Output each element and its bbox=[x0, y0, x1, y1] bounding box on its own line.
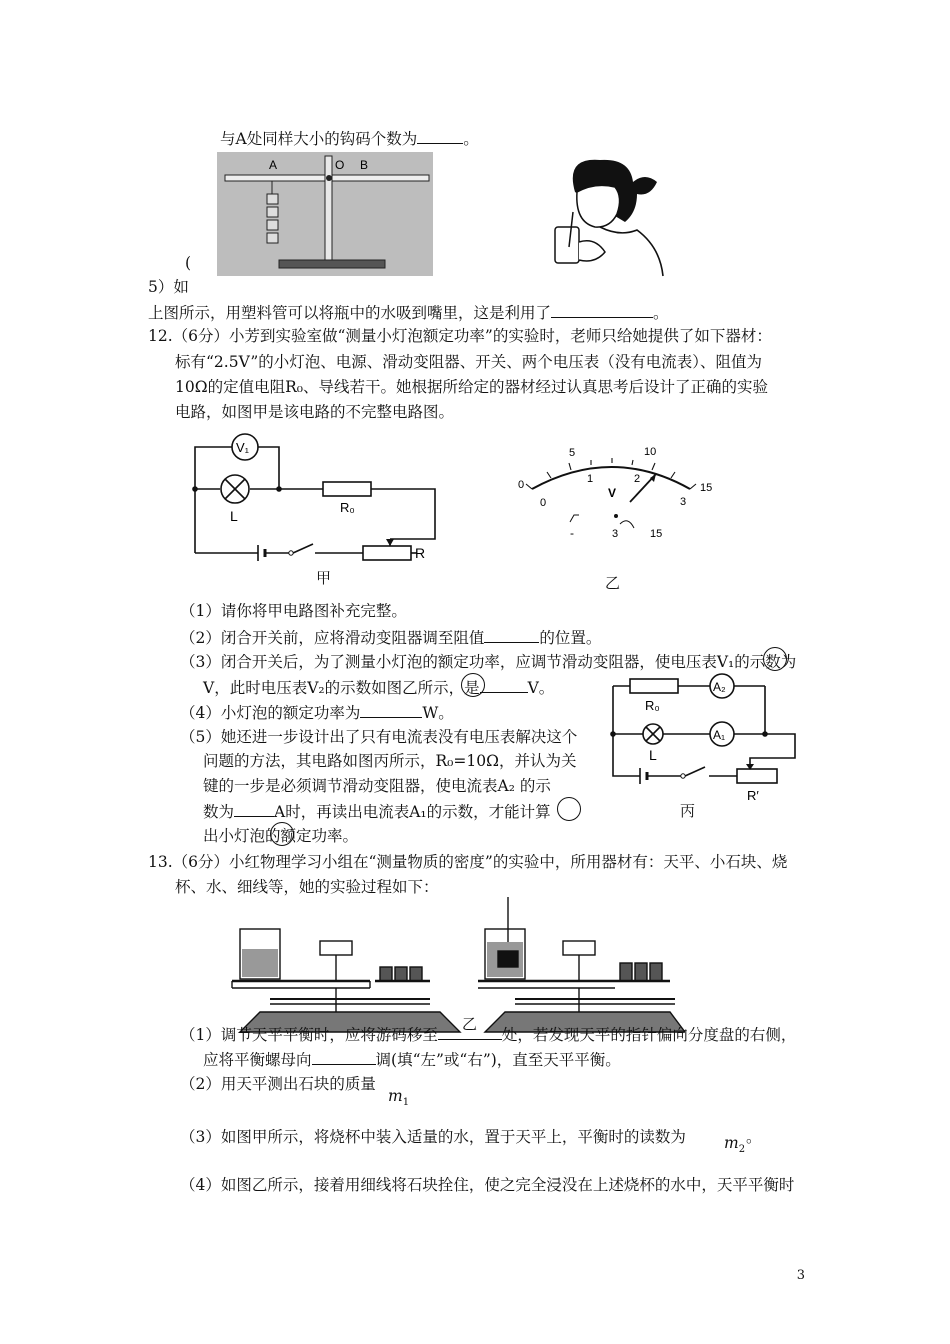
svg-text:5: 5 bbox=[569, 447, 576, 459]
svg-text:L: L bbox=[230, 508, 238, 524]
math-m1: $m_1$ bbox=[388, 1087, 410, 1109]
svg-text:R₀: R₀ bbox=[340, 500, 355, 515]
q12-line-3: 10Ω的定值电阻R₀、导线若干。她根据所给定的器材经过认真思考后设计了正确的实验 bbox=[175, 378, 768, 396]
caption-jia: 甲 bbox=[316, 569, 332, 587]
q13-line-2: 杯、水、细线等，她的实验过程如下： bbox=[175, 878, 439, 896]
q12-line-4: 电路，如图甲是该电路的不完整电路图。 bbox=[175, 403, 455, 421]
lever-figure bbox=[217, 152, 433, 276]
q13-sub-2: （2）用天平测出石块的质量 bbox=[180, 1075, 376, 1093]
svg-text:0: 0 bbox=[518, 479, 525, 491]
svg-text:V: V bbox=[608, 486, 617, 500]
circuit-jia bbox=[185, 425, 440, 585]
math-m2: $m_2$ bbox=[724, 1134, 746, 1156]
q12-sub-5-line-4: 数为 A时，再读出电流表A₁的示数，才能计算 bbox=[203, 803, 551, 821]
q12-sub-1: （1）请你将甲电路图补充完整。 bbox=[180, 602, 407, 620]
circuit-bing bbox=[605, 668, 805, 820]
scan-mark-circle bbox=[557, 797, 581, 821]
q12-line-2: 标有“2.5V”的小灯泡、电源、滑动变阻器、开关、两个电压表（没有电流表）、阻值为 bbox=[175, 353, 763, 371]
svg-text:B: B bbox=[360, 158, 369, 172]
svg-text:A₁: A₁ bbox=[713, 728, 726, 742]
svg-text:15: 15 bbox=[650, 528, 663, 540]
q12-sub-3: （3）闭合开关后，为了测量小灯泡的额定功率，应调节滑动变阻器，使电压表V₁的示数为 bbox=[180, 653, 797, 671]
svg-text:3: 3 bbox=[612, 528, 619, 540]
q13-sub-4: （4）如图乙所示，接着用细线将石块拴住，使之完全浸没在上述烧杯的水中，天平平衡时 bbox=[180, 1176, 795, 1194]
q12-sub-2: （2）闭合开关前，应将滑动变阻器调至阻值 的位置。 bbox=[180, 629, 602, 647]
svg-text:10: 10 bbox=[644, 446, 657, 458]
q13-sub-3-end: 。 bbox=[746, 1128, 762, 1146]
q11-line-1: 与A处同样大小的钩码个数为 。 bbox=[220, 130, 479, 148]
svg-text:R₀: R₀ bbox=[645, 698, 660, 713]
q12-sub-4: （4）小灯泡的额定功率为 W。 bbox=[180, 704, 454, 722]
scan-mark-circle bbox=[461, 673, 485, 697]
svg-text:A: A bbox=[269, 158, 278, 172]
q12-sub-5-line-1: （5）她还进一步设计出了只有电流表没有电压表解决这个 bbox=[180, 728, 578, 746]
q13-sub-1: （1）调节天平平衡时，应将游码移至 处，若发现天平的指针偏向分度盘的右侧， bbox=[180, 1026, 797, 1044]
q13-line-1: 13.（6分）小红物理学习小组在“测量物质的密度”的实验中，所用器材有：天平、小石块、烧 bbox=[148, 853, 788, 871]
svg-text:-: - bbox=[570, 526, 574, 540]
svg-text:2: 2 bbox=[634, 473, 641, 485]
svg-text:3: 3 bbox=[680, 496, 687, 508]
balance-figures bbox=[230, 897, 685, 1037]
voltmeter-yi bbox=[512, 440, 722, 545]
drinking-girl-illustration bbox=[545, 152, 665, 277]
svg-text:V₁: V₁ bbox=[236, 440, 250, 455]
svg-text:R: R bbox=[415, 545, 426, 561]
caption-yi: 乙 bbox=[605, 574, 621, 592]
svg-text:R′: R′ bbox=[747, 788, 759, 803]
caption-balance-yi: 乙 bbox=[462, 1015, 478, 1033]
q11-line-6: 上图所示，用塑料管可以将瓶中的水吸到嘴里，这是利用了 。 bbox=[148, 304, 669, 322]
page-number: 3 bbox=[796, 1268, 805, 1283]
scan-mark-circle bbox=[270, 822, 294, 846]
svg-text:15: 15 bbox=[700, 482, 713, 494]
caption-bing: 丙 bbox=[680, 802, 696, 820]
q11-line-5: 5）如 bbox=[148, 278, 189, 296]
q13-sub-1b: 应将平衡螺母向 调(填“左”或“右”)，直至天平平衡。 bbox=[203, 1051, 621, 1069]
svg-text:1: 1 bbox=[587, 473, 594, 485]
svg-text:0: 0 bbox=[540, 497, 547, 509]
q12-sub-5-line-3: 键的一步是必须调节滑动变阻器，使电流表A₂ 的示 bbox=[203, 777, 551, 795]
paren-fragment: ( bbox=[185, 254, 192, 272]
q12-sub-5-line-5: 出小灯泡的额定功率。 bbox=[203, 827, 359, 845]
q12-line-1: 12.（6分）小芳到实验室做“测量小灯泡额定功率”的实验时，老师只给她提供了如下器材： bbox=[148, 327, 772, 345]
svg-text:A₂: A₂ bbox=[713, 680, 726, 694]
svg-text:L: L bbox=[649, 747, 657, 763]
svg-text:O: O bbox=[335, 158, 345, 172]
q12-sub-3b: V，此时电压表V₂的示数如图乙所示，是 V。 bbox=[203, 679, 555, 697]
q13-sub-3: （3）如图甲所示，将烧杯中装入适量的水，置于天平上，平衡时的读数为 bbox=[180, 1128, 686, 1146]
q12-sub-5-line-2: 问题的方法，其电路如图丙所示，R₀=10Ω，并认为关 bbox=[203, 752, 577, 770]
